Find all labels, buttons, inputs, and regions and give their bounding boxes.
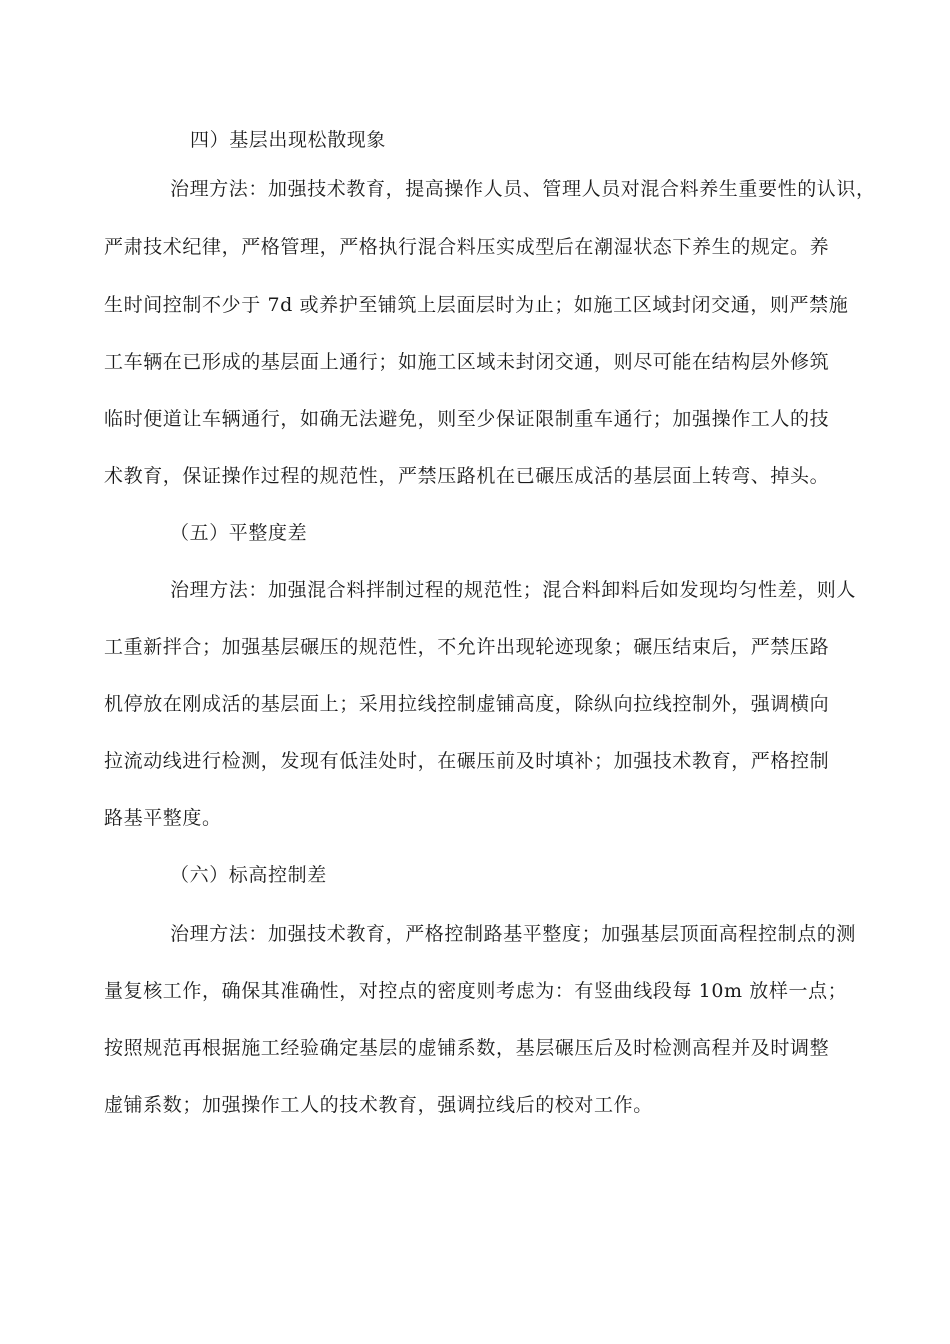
paragraph-line: 工重新拌合；加强基层碾压的规范性，不允许出现轮迹现象；碾压结束后，严禁压路 bbox=[104, 636, 830, 658]
paragraph-line: 工车辆在已形成的基层面上通行；如施工区域未封闭交通，则尽可能在结构层外修筑 bbox=[104, 351, 830, 373]
paragraph-line: 机停放在刚成活的基层面上；采用拉线控制虚铺高度，除纵向拉线控制外，强调横向 bbox=[104, 693, 830, 715]
paragraph-line: 虚铺系数；加强操作工人的技术教育，强调拉线后的校对工作。 bbox=[104, 1094, 653, 1116]
section-heading-6: （六）标高控制差 bbox=[170, 864, 327, 886]
paragraph-line: 按照规范再根据施工经验确定基层的虚铺系数，基层碾压后及时检测高程并及时调整 bbox=[104, 1037, 830, 1059]
paragraph-line: 路基平整度。 bbox=[104, 807, 222, 829]
section-heading-5: （五）平整度差 bbox=[170, 522, 308, 544]
paragraph-line: 生时间控制不少于 7d 或养护至铺筑上层面层时为止；如施工区域封闭交通，则严禁施 bbox=[104, 294, 849, 316]
paragraph-line: 量复核工作，确保其准确性，对控点的密度则考虑为：有竖曲线段每 10m 放样一点； bbox=[104, 980, 848, 1002]
paragraph-line: 治理方法：加强技术教育，提高操作人员、管理人员对混合料养生重要性的认识， bbox=[170, 178, 876, 200]
paragraph-line: 术教育，保证操作过程的规范性，严禁压路机在已碾压成活的基层面上转弯、掉头。 bbox=[104, 465, 830, 487]
paragraph-line: 拉流动线进行检测，发现有低洼处时，在碾压前及时填补；加强技术教育，严格控制 bbox=[104, 750, 830, 772]
section-heading-4: 四）基层出现松散现象 bbox=[190, 129, 387, 151]
paragraph-line: 治理方法：加强混合料拌制过程的规范性；混合料卸料后如发现均匀性差，则人 bbox=[170, 579, 857, 601]
paragraph-line: 临时便道让车辆通行，如确无法避免，则至少保证限制重车通行；加强操作工人的技 bbox=[104, 408, 830, 430]
paragraph-line: 治理方法：加强技术教育，严格控制路基平整度；加强基层顶面高程控制点的测 bbox=[170, 923, 857, 945]
paragraph-line: 严肃技术纪律，严格管理，严格执行混合料压实成型后在潮湿状态下养生的规定。养 bbox=[104, 236, 830, 258]
